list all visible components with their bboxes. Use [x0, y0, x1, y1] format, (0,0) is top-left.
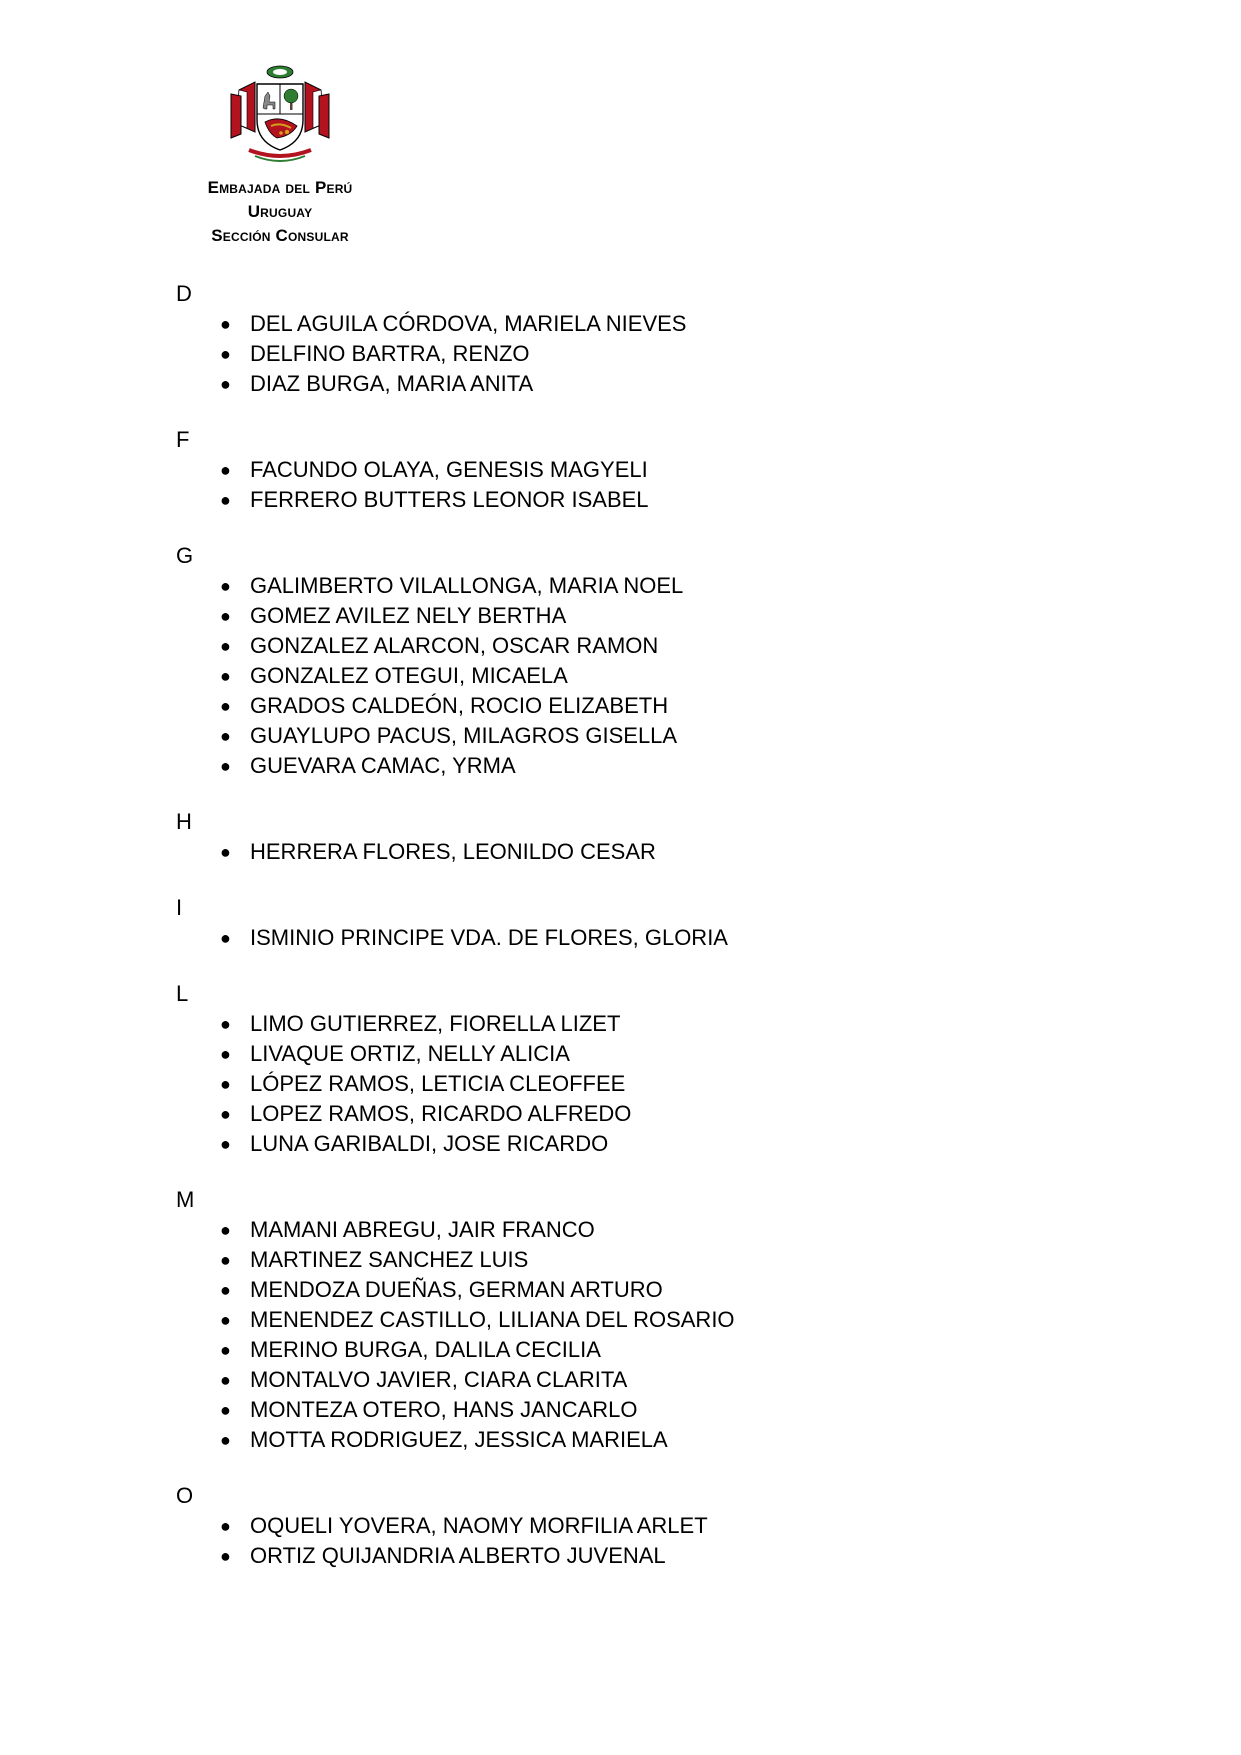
person-name: LIVAQUE ORTIZ, NELLY ALICIA — [250, 1041, 570, 1066]
section-letter: M — [176, 1187, 195, 1212]
person-name: GONZALEZ ALARCON, OSCAR RAMON — [250, 633, 659, 658]
name-group — [176, 1511, 1076, 1571]
letter-section — [176, 894, 1076, 953]
bullet-icon: ● — [220, 314, 231, 334]
person-name: GRADOS CALDEÓN, ROCIO ELIZABETH — [250, 693, 669, 718]
person-name: HERRERA FLORES, LEONILDO CESAR — [250, 839, 656, 864]
person-name: MERINO BURGA, DALILA CECILIA — [250, 1337, 601, 1362]
list-item — [176, 1039, 1076, 1069]
person-name: FACUNDO OLAYA, GENESIS MAGYELI — [250, 457, 648, 482]
section-letter: O — [176, 1483, 194, 1508]
list-item — [176, 631, 1076, 661]
letter-section — [176, 280, 1076, 399]
person-name: ISMINIO PRINCIPE VDA. DE FLORES, GLORIA — [250, 925, 728, 950]
person-name: OQUELI YOVERA, NAOMY MORFILIA ARLET — [250, 1513, 708, 1538]
person-name: MARTINEZ SANCHEZ LUIS — [250, 1247, 529, 1272]
list-item — [176, 1395, 1076, 1425]
bullet-icon: ● — [220, 1134, 231, 1154]
letterhead — [170, 62, 390, 248]
bullet-icon: ● — [220, 490, 231, 510]
list-item — [176, 721, 1076, 751]
bullet-icon: ● — [220, 636, 231, 656]
list-item — [176, 1365, 1076, 1395]
list-item — [176, 1069, 1076, 1099]
name-list — [176, 280, 1076, 1598]
list-item — [176, 1009, 1076, 1039]
list-item — [176, 571, 1076, 601]
person-name: LOPEZ RAMOS, RICARDO ALFREDO — [250, 1101, 632, 1126]
bullet-icon: ● — [220, 1516, 231, 1536]
section-letter: D — [176, 281, 192, 306]
bullet-icon: ● — [220, 1104, 231, 1124]
letter-section — [176, 1482, 1076, 1571]
person-name: DELFINO BARTRA, RENZO — [250, 341, 530, 366]
bullet-icon: ● — [220, 696, 231, 716]
list-item — [176, 1215, 1076, 1245]
list-item — [176, 691, 1076, 721]
letter-section — [176, 1186, 1076, 1455]
person-name: MOTTA RODRIGUEZ, JESSICA MARIELA — [250, 1427, 668, 1452]
list-item — [176, 1245, 1076, 1275]
section-letter: F — [176, 427, 190, 452]
bullet-icon: ● — [220, 1014, 231, 1034]
person-name: MONTALVO JAVIER, CIARA CLARITA — [250, 1367, 628, 1392]
section-letter: H — [176, 809, 192, 834]
name-group — [176, 455, 1076, 515]
bullet-icon: ● — [220, 726, 231, 746]
person-name: LUNA GARIBALDI, JOSE RICARDO — [250, 1131, 609, 1156]
bullet-icon: ● — [220, 374, 231, 394]
list-item — [176, 923, 1076, 953]
name-group — [176, 571, 1076, 781]
person-name: GUEVARA CAMAC, YRMA — [250, 753, 516, 778]
list-item — [176, 751, 1076, 781]
bullet-icon: ● — [220, 1310, 231, 1330]
section-letter: I — [176, 895, 183, 920]
list-item — [176, 339, 1076, 369]
name-group — [176, 837, 1076, 867]
person-name: MONTEZA OTERO, HANS JANCARLO — [250, 1397, 638, 1422]
section-letter: L — [176, 981, 189, 1006]
list-item — [176, 1275, 1076, 1305]
list-item — [176, 1425, 1076, 1455]
bullet-icon: ● — [220, 1400, 231, 1420]
list-item — [176, 455, 1076, 485]
letter-section — [176, 980, 1076, 1159]
person-name: MENENDEZ CASTILLO, LILIANA DEL ROSARIO — [250, 1307, 735, 1332]
name-group — [176, 1009, 1076, 1159]
name-group — [176, 309, 1076, 399]
bullet-icon: ● — [220, 1546, 231, 1566]
letter-section — [176, 808, 1076, 867]
bullet-icon: ● — [220, 1340, 231, 1360]
bullet-icon: ● — [220, 1074, 231, 1094]
person-name: MAMANI ABREGU, JAIR FRANCO — [250, 1217, 595, 1242]
bullet-icon: ● — [220, 756, 231, 776]
name-group — [176, 923, 1076, 953]
section-name: Sección Consular — [211, 226, 349, 245]
person-name: DEL AGUILA CÓRDOVA, MARIELA NIEVES — [250, 311, 687, 336]
letter-section — [176, 542, 1076, 781]
list-item — [176, 1511, 1076, 1541]
list-item — [176, 661, 1076, 691]
person-name: DIAZ BURGA, MARIA ANITA — [250, 371, 534, 396]
bullet-icon: ● — [220, 842, 231, 862]
bullet-icon: ● — [220, 1044, 231, 1064]
person-name: LÓPEZ RAMOS, LETICIA CLEOFFEE — [250, 1071, 626, 1096]
list-item — [176, 369, 1076, 399]
bullet-icon: ● — [220, 1220, 231, 1240]
person-name: ORTIZ QUIJANDRIA ALBERTO JUVENAL — [250, 1543, 666, 1568]
bullet-icon: ● — [220, 666, 231, 686]
list-item — [176, 1305, 1076, 1335]
name-group — [176, 1215, 1076, 1455]
letter-section — [176, 426, 1076, 515]
person-name: GALIMBERTO VILALLONGA, MARIA NOEL — [250, 573, 684, 598]
person-name: LIMO GUTIERREZ, FIORELLA LIZET — [250, 1011, 621, 1036]
bullet-icon: ● — [220, 1280, 231, 1300]
coat-of-arms-icon — [225, 62, 335, 172]
bullet-icon: ● — [220, 928, 231, 948]
person-name: FERRERO BUTTERS LEONOR ISABEL — [250, 487, 649, 512]
bullet-icon: ● — [220, 606, 231, 626]
bullet-icon: ● — [220, 1250, 231, 1270]
section-letter: G — [176, 543, 194, 568]
list-item — [176, 601, 1076, 631]
embassy-name: Embajada del Perú — [207, 178, 353, 197]
person-name: GUAYLUPO PACUS, MILAGROS GISELLA — [250, 723, 678, 748]
list-item — [176, 837, 1076, 867]
list-item — [176, 1335, 1076, 1365]
person-name: MENDOZA DUEÑAS, GERMAN ARTURO — [250, 1277, 663, 1302]
bullet-icon: ● — [220, 460, 231, 480]
list-item — [176, 1099, 1076, 1129]
bullet-icon: ● — [220, 1370, 231, 1390]
bullet-icon: ● — [220, 344, 231, 364]
list-item — [176, 1129, 1076, 1159]
list-item — [176, 309, 1076, 339]
list-item — [176, 1541, 1076, 1571]
person-name: GONZALEZ OTEGUI, MICAELA — [250, 663, 568, 688]
bullet-icon: ● — [220, 1430, 231, 1450]
bullet-icon: ● — [220, 576, 231, 596]
list-item — [176, 485, 1076, 515]
person-name: GOMEZ AVILEZ NELY BERTHA — [250, 603, 567, 628]
country-name: Uruguay — [247, 202, 313, 221]
